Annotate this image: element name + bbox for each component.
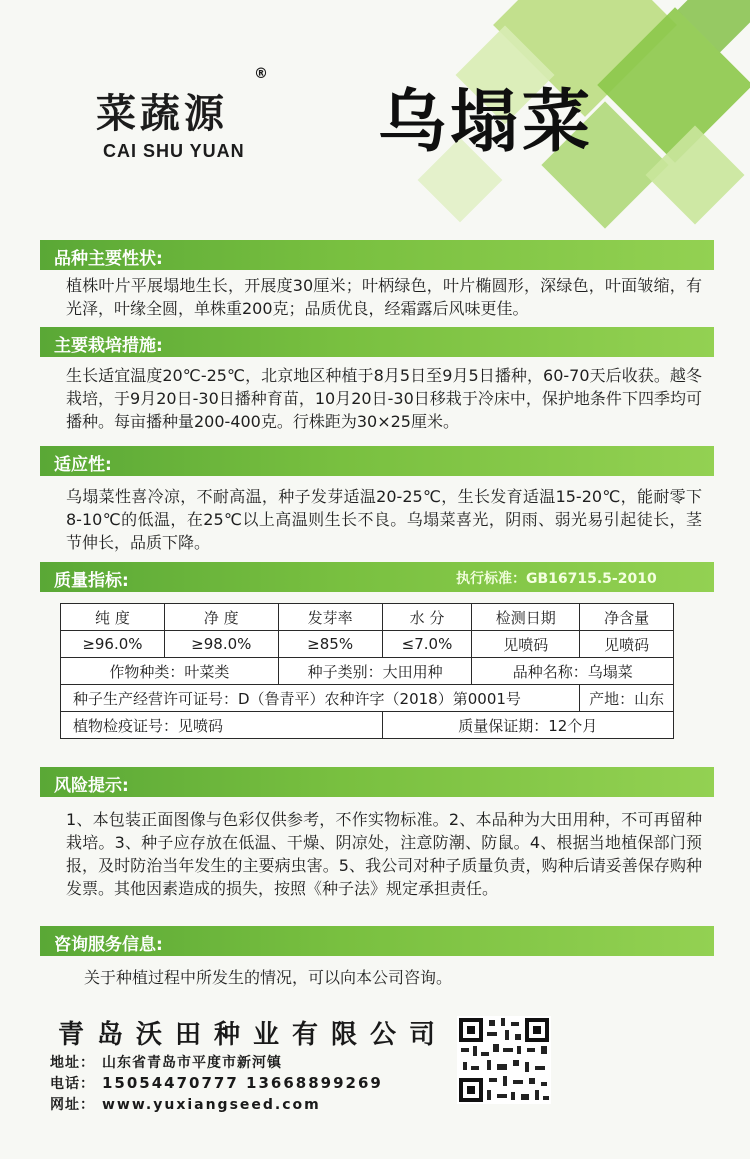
table-cell: 见喷码 [472,631,580,658]
website-value: www.yuxiangseed.com [102,1097,321,1113]
table-row [61,685,674,712]
table-cell: ≥96.0% [61,631,165,658]
section-band-quality [40,562,714,592]
section-band-consult [40,926,714,956]
section-heading-risk: 风险提示: [54,776,129,796]
section-band-variety [40,240,714,270]
table-header-cell: 净含量 [580,604,674,631]
variety-name-cell: 品种名称：乌塌菜 [472,658,674,685]
execution-standard: 执行标准：GB16715.5-2010 [456,571,657,587]
license-cell: 种子生产经营许可证号：D（鲁青平）农种许字（2018）第0001号 [61,685,580,712]
table-row [61,604,674,631]
table-cell: ≤7.0% [382,631,472,658]
section-band-cultivation [40,327,714,357]
cultivation-description: 生长适宜温度20℃-25℃，北京地区种植于8月5日至9月5日播种，60-70天后收获。越冬栽培，于9月20日-30日播种育苗，10月20日-30日移栽于冷床中，保护地条件下四季均可播种。每亩播种量200-400克。行株距为30×25厘米。 [66,366,702,431]
consult-description: 关于种植过程中所发生的情况，可以向本公司咨询。 [84,968,453,987]
table-header-cell: 发芽率 [278,604,382,631]
variety-description: 植株叶片平展塌地生长，开展度30厘米；叶柄绿色，叶片椭圆形，深绿色，叶面皱缩，有光泽，叶缘全圆，单株重200克；品质优良，经霜露后风味更佳。 [66,276,702,318]
seed-class-cell: 种子类别：大田用种 [278,658,472,685]
section-heading-variety: 品种主要性状: [54,249,163,269]
table-header-cell: 纯 度 [61,604,165,631]
table-header-cell: 水 分 [382,604,472,631]
origin-cell: 产地：山东 [580,685,674,712]
website-line [50,1094,321,1114]
quarantine-cell: 植物检疫证号：见喷码 [61,712,383,739]
table-row [61,658,674,685]
product-title: 乌塌菜 [378,83,595,162]
table-header-cell: 净 度 [164,604,278,631]
phone-value: 15054470777 13668899269 [102,1074,383,1092]
table-row [61,712,674,739]
table-cell: ≥85% [278,631,382,658]
address-value: 山东省青岛市平度市新河镇 [102,1055,282,1071]
quality-table [60,603,674,739]
table-row [61,631,674,658]
registered-mark: ® [254,66,268,82]
section-band-risk [40,767,714,797]
brand-logo-chinese: 菜蔬源 [96,90,228,137]
website-label: 网址： [50,1097,95,1113]
crop-type-cell: 作物种类：叶菜类 [61,658,279,685]
risk-description: 1、本包装正面图像与色彩仅供参考，不作实物标准。2、本品种为大田用种，不可再留种栽培。3、种子应存放在低温、干燥、阴凉处，注意防潮、防鼠。4、根据当地植保部门预报，及时防治当年发生的主要病虫害。5、我公司对种子质量负责，购种后请妥善保存购种发票。其他因素造成的损失，按照《种子法》规定承担责任。 [66,810,702,898]
adaptability-description: 乌塌菜性喜冷凉，不耐高温，种子发芽适温20-25℃，生长发育适温15-20℃，能耐零下8-10℃的低温，在25℃以上高温则生长不良。乌塌菜喜光，阴雨、弱光易引起徒长，茎节伸长，品质下降。 [66,487,702,552]
section-heading-cultivation: 主要栽培措施: [54,336,163,356]
qr-code-icon [457,1016,551,1104]
phone-line [50,1073,383,1093]
address-label: 地址： [50,1055,95,1071]
brand-logo-english: CAI SHU YUAN [103,141,245,161]
section-heading-quality: 质量指标: [54,571,129,591]
company-name: 青岛沃田种业有限公司 [58,1020,449,1050]
address-line [50,1052,282,1072]
table-header-cell: 检测日期 [472,604,580,631]
section-band-adaptability [40,446,714,476]
table-cell: ≥98.0% [164,631,278,658]
warranty-cell: 质量保证期：12个月 [382,712,673,739]
table-cell: 见喷码 [580,631,674,658]
phone-label: 电话： [50,1076,95,1092]
section-heading-adaptability: 适应性: [54,455,112,475]
section-heading-consult: 咨询服务信息: [54,935,163,955]
